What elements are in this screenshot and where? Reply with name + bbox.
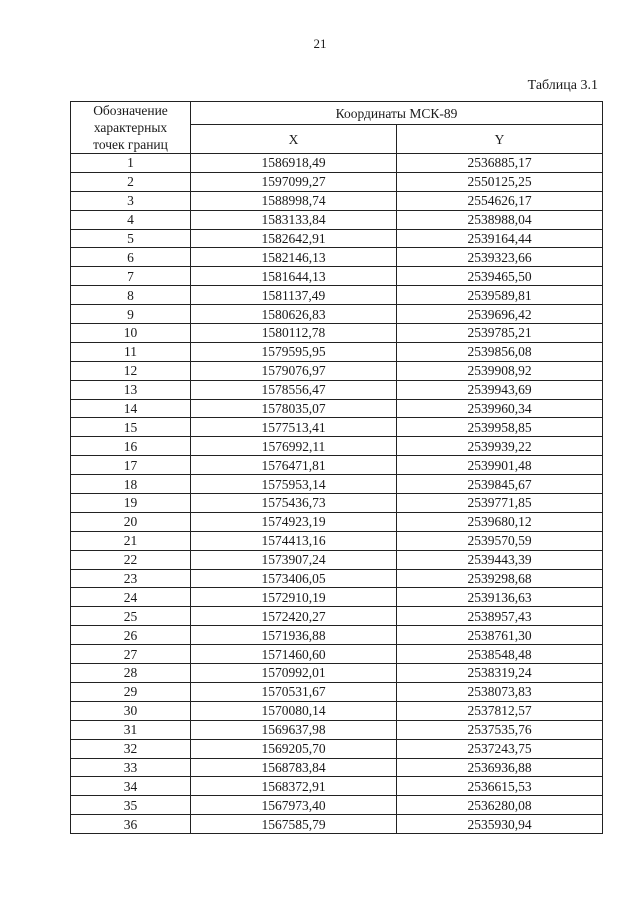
table-row <box>71 267 603 286</box>
point-number-cell: 6 <box>71 248 191 267</box>
point-number-cell: 23 <box>71 569 191 588</box>
table-row <box>71 399 603 418</box>
table-row <box>71 456 603 475</box>
point-number-cell: 30 <box>71 701 191 720</box>
y-coordinate-cell: 2538319,24 <box>397 664 603 683</box>
point-number-cell: 27 <box>71 645 191 664</box>
point-number-cell: 15 <box>71 418 191 437</box>
point-number-cell: 2 <box>71 172 191 191</box>
point-number-cell: 33 <box>71 758 191 777</box>
y-coordinate-cell: 2539908,92 <box>397 361 603 380</box>
table-row <box>71 229 603 248</box>
table-row <box>71 418 603 437</box>
table-row <box>71 512 603 531</box>
table-body <box>71 154 603 834</box>
x-coordinate-cell: 1597099,27 <box>191 172 397 191</box>
x-coordinate-cell: 1576471,81 <box>191 456 397 475</box>
table-row <box>71 701 603 720</box>
x-coordinate-cell: 1581137,49 <box>191 286 397 305</box>
point-number-cell: 7 <box>71 267 191 286</box>
x-coordinate-cell: 1579595,95 <box>191 342 397 361</box>
y-coordinate-cell: 2539696,42 <box>397 305 603 324</box>
table-row <box>71 758 603 777</box>
table-row <box>71 305 603 324</box>
x-coordinate-cell: 1582146,13 <box>191 248 397 267</box>
table-row <box>71 739 603 758</box>
y-coordinate-cell: 2535930,94 <box>397 815 603 834</box>
point-number-cell: 35 <box>71 796 191 815</box>
point-number-cell: 17 <box>71 456 191 475</box>
y-coordinate-cell: 2539771,85 <box>397 494 603 513</box>
y-coordinate-cell: 2539443,39 <box>397 550 603 569</box>
table-row <box>71 664 603 683</box>
point-number-cell: 36 <box>71 815 191 834</box>
x-coordinate-cell: 1588998,74 <box>191 191 397 210</box>
x-coordinate-cell: 1577513,41 <box>191 418 397 437</box>
table-row <box>71 154 603 173</box>
table-row <box>71 796 603 815</box>
table-row <box>71 342 603 361</box>
point-number-cell: 16 <box>71 437 191 456</box>
x-coordinate-cell: 1574413,16 <box>191 531 397 550</box>
coordinates-table <box>70 101 603 834</box>
y-coordinate-cell: 2539939,22 <box>397 437 603 456</box>
point-number-cell: 22 <box>71 550 191 569</box>
x-coordinate-cell: 1576992,11 <box>191 437 397 456</box>
table-row <box>71 682 603 701</box>
x-coordinate-cell: 1578556,47 <box>191 380 397 399</box>
x-coordinate-cell: 1573907,24 <box>191 550 397 569</box>
point-number-cell: 13 <box>71 380 191 399</box>
x-coordinate-cell: 1582642,91 <box>191 229 397 248</box>
table-row <box>71 361 603 380</box>
header-coordinates-group: Координаты МСК-89 <box>191 102 603 125</box>
y-coordinate-cell: 2539164,44 <box>397 229 603 248</box>
point-number-cell: 31 <box>71 720 191 739</box>
y-coordinate-cell: 2539589,81 <box>397 286 603 305</box>
y-coordinate-cell: 2539323,66 <box>397 248 603 267</box>
point-number-cell: 26 <box>71 626 191 645</box>
table-row <box>71 815 603 834</box>
x-coordinate-cell: 1570531,67 <box>191 682 397 701</box>
y-coordinate-cell: 2539465,50 <box>397 267 603 286</box>
table-row <box>71 531 603 550</box>
point-number-cell: 4 <box>71 210 191 229</box>
y-coordinate-cell: 2539570,59 <box>397 531 603 550</box>
x-coordinate-cell: 1569637,98 <box>191 720 397 739</box>
x-coordinate-cell: 1574923,19 <box>191 512 397 531</box>
x-coordinate-cell: 1578035,07 <box>191 399 397 418</box>
y-coordinate-cell: 2538761,30 <box>397 626 603 645</box>
point-number-cell: 24 <box>71 588 191 607</box>
x-coordinate-cell: 1567585,79 <box>191 815 397 834</box>
y-coordinate-cell: 2539958,85 <box>397 418 603 437</box>
y-coordinate-cell: 2537243,75 <box>397 739 603 758</box>
y-coordinate-cell: 2538548,48 <box>397 645 603 664</box>
table-row <box>71 172 603 191</box>
x-coordinate-cell: 1569205,70 <box>191 739 397 758</box>
point-number-cell: 32 <box>71 739 191 758</box>
x-coordinate-cell: 1575436,73 <box>191 494 397 513</box>
x-coordinate-cell: 1581644,13 <box>191 267 397 286</box>
x-coordinate-cell: 1571936,88 <box>191 626 397 645</box>
table-row <box>71 475 603 494</box>
point-number-cell: 25 <box>71 607 191 626</box>
y-coordinate-cell: 2539856,08 <box>397 342 603 361</box>
table-row <box>71 720 603 739</box>
point-number-cell: 14 <box>71 399 191 418</box>
page-number: 21 <box>313 36 327 51</box>
point-number-cell: 21 <box>71 531 191 550</box>
y-coordinate-cell: 2537812,57 <box>397 701 603 720</box>
y-coordinate-cell: 2539785,21 <box>397 324 603 343</box>
x-coordinate-cell: 1568783,84 <box>191 758 397 777</box>
y-coordinate-cell: 2539845,67 <box>397 475 603 494</box>
point-number-cell: 12 <box>71 361 191 380</box>
x-coordinate-cell: 1573406,05 <box>191 569 397 588</box>
table-row <box>71 210 603 229</box>
point-number-cell: 10 <box>71 324 191 343</box>
point-number-cell: 9 <box>71 305 191 324</box>
header-designation-line: Обозначение <box>93 103 168 118</box>
point-number-cell: 29 <box>71 682 191 701</box>
x-coordinate-cell: 1583133,84 <box>191 210 397 229</box>
table-row <box>71 607 603 626</box>
point-number-cell: 34 <box>71 777 191 796</box>
y-coordinate-cell: 2536280,08 <box>397 796 603 815</box>
header-x: X <box>191 125 397 154</box>
table-row <box>71 626 603 645</box>
x-coordinate-cell: 1567973,40 <box>191 796 397 815</box>
x-coordinate-cell: 1571460,60 <box>191 645 397 664</box>
y-coordinate-cell: 2539960,34 <box>397 399 603 418</box>
point-number-cell: 20 <box>71 512 191 531</box>
table-caption: Таблица 3.1 <box>527 78 598 93</box>
x-coordinate-cell: 1572420,27 <box>191 607 397 626</box>
x-coordinate-cell: 1568372,91 <box>191 777 397 796</box>
x-coordinate-cell: 1580626,83 <box>191 305 397 324</box>
point-number-cell: 28 <box>71 664 191 683</box>
y-coordinate-cell: 2538073,83 <box>397 682 603 701</box>
header-designation-line: характерных <box>93 120 168 135</box>
y-coordinate-cell: 2536885,17 <box>397 154 603 173</box>
header-y: Y <box>397 125 603 154</box>
point-number-cell: 8 <box>71 286 191 305</box>
y-coordinate-cell: 2538988,04 <box>397 210 603 229</box>
point-number-cell: 3 <box>71 191 191 210</box>
table-row <box>71 380 603 399</box>
table-row <box>71 588 603 607</box>
point-number-cell: 18 <box>71 475 191 494</box>
y-coordinate-cell: 2550125,25 <box>397 172 603 191</box>
y-coordinate-cell: 2554626,17 <box>397 191 603 210</box>
point-number-cell: 19 <box>71 494 191 513</box>
table-row <box>71 437 603 456</box>
table-row <box>71 645 603 664</box>
y-coordinate-cell: 2539943,69 <box>397 380 603 399</box>
y-coordinate-cell: 2539136,63 <box>397 588 603 607</box>
y-coordinate-cell: 2537535,76 <box>397 720 603 739</box>
x-coordinate-cell: 1570080,14 <box>191 701 397 720</box>
table-row <box>71 191 603 210</box>
x-coordinate-cell: 1575953,14 <box>191 475 397 494</box>
header-point-designation <box>71 102 191 154</box>
point-number-cell: 5 <box>71 229 191 248</box>
x-coordinate-cell: 1586918,49 <box>191 154 397 173</box>
point-number-cell: 11 <box>71 342 191 361</box>
point-number-cell: 1 <box>71 154 191 173</box>
y-coordinate-cell: 2539901,48 <box>397 456 603 475</box>
y-coordinate-cell: 2539298,68 <box>397 569 603 588</box>
x-coordinate-cell: 1579076,97 <box>191 361 397 380</box>
x-coordinate-cell: 1580112,78 <box>191 324 397 343</box>
header-designation-line: точек границ <box>93 137 168 152</box>
x-coordinate-cell: 1572910,19 <box>191 588 397 607</box>
table-row <box>71 777 603 796</box>
table-row <box>71 286 603 305</box>
table-row <box>71 494 603 513</box>
table-row <box>71 248 603 267</box>
y-coordinate-cell: 2536615,53 <box>397 777 603 796</box>
table-row <box>71 324 603 343</box>
x-coordinate-cell: 1570992,01 <box>191 664 397 683</box>
table-row <box>71 550 603 569</box>
y-coordinate-cell: 2536936,88 <box>397 758 603 777</box>
y-coordinate-cell: 2539680,12 <box>397 512 603 531</box>
table-row <box>71 569 603 588</box>
y-coordinate-cell: 2538957,43 <box>397 607 603 626</box>
